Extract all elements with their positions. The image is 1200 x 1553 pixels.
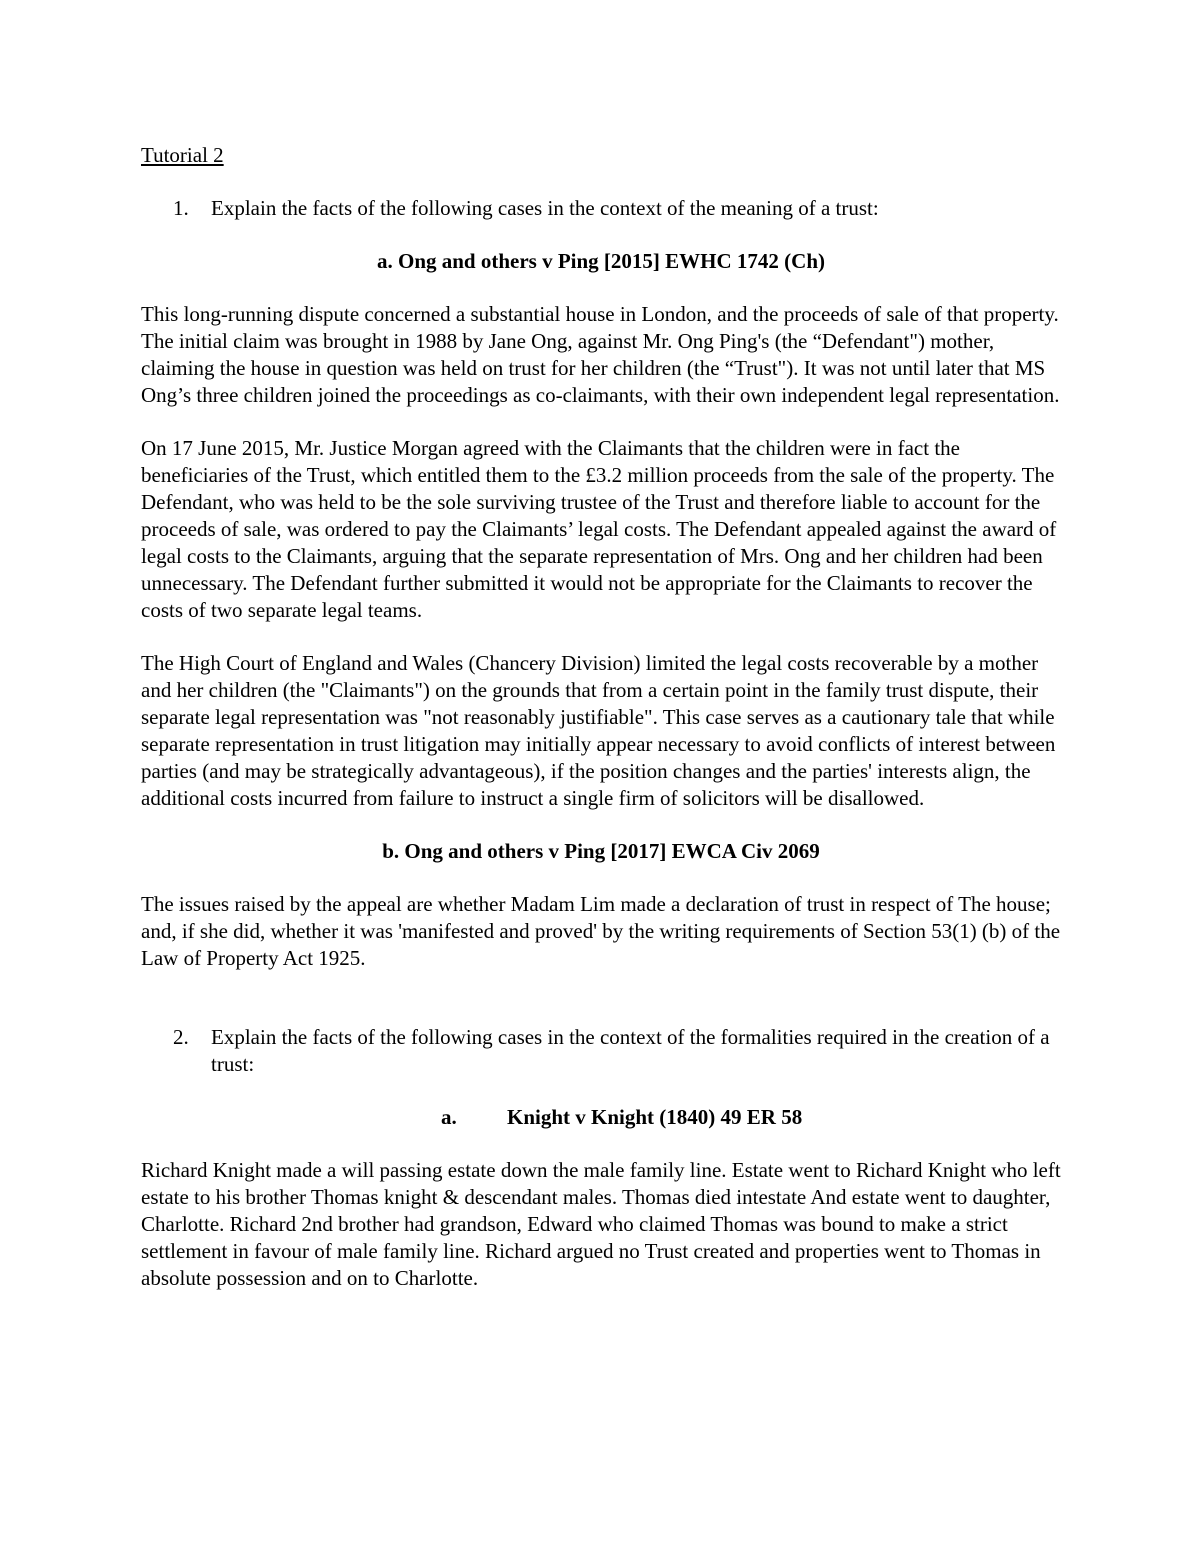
case-a-paragraph-3: The High Court of England and Wales (Chancery Division) limited the legal costs recoverable by a mother and her children (the "Claimants") on the grounds that from a certain point in the family trust dispute, their separate legal representation was "not reasonably justifiable". This case serves as a cautionary tale that while separate representation in trust litigation may initially appear necessary to avoid conflicts of interest between parties (and may be strategically advantageous), if the position changes and the parties' interests align, the additional costs incurred from failure to instruct a single firm of solicitors will be disallowed. [141,651,1056,810]
case-a-paragraph-2: On 17 June 2015, Mr. Justice Morgan agreed with the Claimants that the children were in fact the beneficiaries of the Trust, which entitled them to the £3.2 million proceeds from the sale of the property. The Defendant, who was held to be the sole surviving trustee of the Trust and therefore liable to account for the proceeds of sale, was ordered to pay the Claimants’ legal costs. The Defendant appealed against the award of legal costs to the Claimants, arguing that the separate representation of Mrs. Ong and her children had been unnecessary. The Defendant further submitted it would not be appropriate for the Claimants to recover the costs of two separate legal teams. [141,436,1057,622]
document-body [141,142,1061,1292]
case-knight-paragraph-1: Richard Knight made a will passing estate down the male family line. Estate went to Richard Knight who left estate to his brother Thomas knight & descendant males. Thomas died intestate And estate went to daughter, Charlotte. Richard 2nd brother had grandson, Edward who claimed Thomas was bound to make a strict settlement in favour of male family line. Richard argued no Trust created and properties went to Thomas in absolute possession and on to Charlotte. [141,1158,1061,1290]
case-a-heading: a. Ong and others v Ping [2015] EWHC 1742 (Ch) [376,249,826,273]
case-a-paragraph-1: This long-running dispute concerned a substantial house in London, and the proceeds of sale of that property. The initial claim was brought in 1988 by Jane Ong, against Mr. Ong Ping's (the “Defendant") mother, claiming the house in question was held on trust for her children (the “Trust"). It was not until later that MS Ong’s three children joined the proceedings as co-claimants, with their own independent legal representation. [141,302,1060,407]
case-knight-heading [141,1104,1061,1131]
case-b-paragraph-1: The issues raised by the appeal are whether Madam Lim made a declaration of trust in respect of The house; and, if she did, whether it was 'manifested and proved' by the writing requirements of Section 53(1) (b) of the Law of Property Act 1925. [141,892,1061,970]
question-1-number: 1. [173,196,189,220]
question-1-text: Explain the facts of the following cases in the context of the meaning of a trust: [211,196,879,220]
case-knight-title: Knight v Knight (1840) 49 ER 58 [507,1105,803,1129]
case-b-heading: b. Ong and others v Ping [2017] EWCA Civ 2069 [382,839,820,863]
question-2 [141,1024,1061,1078]
case-knight-letter: a. [441,1105,457,1129]
question-1 [141,195,1061,222]
question-2-text: Explain the facts of the following cases in the context of the formalities required in the creation of a trust: [211,1025,1050,1076]
question-2-number: 2. [173,1025,189,1049]
document-title: Tutorial 2 [141,143,224,167]
